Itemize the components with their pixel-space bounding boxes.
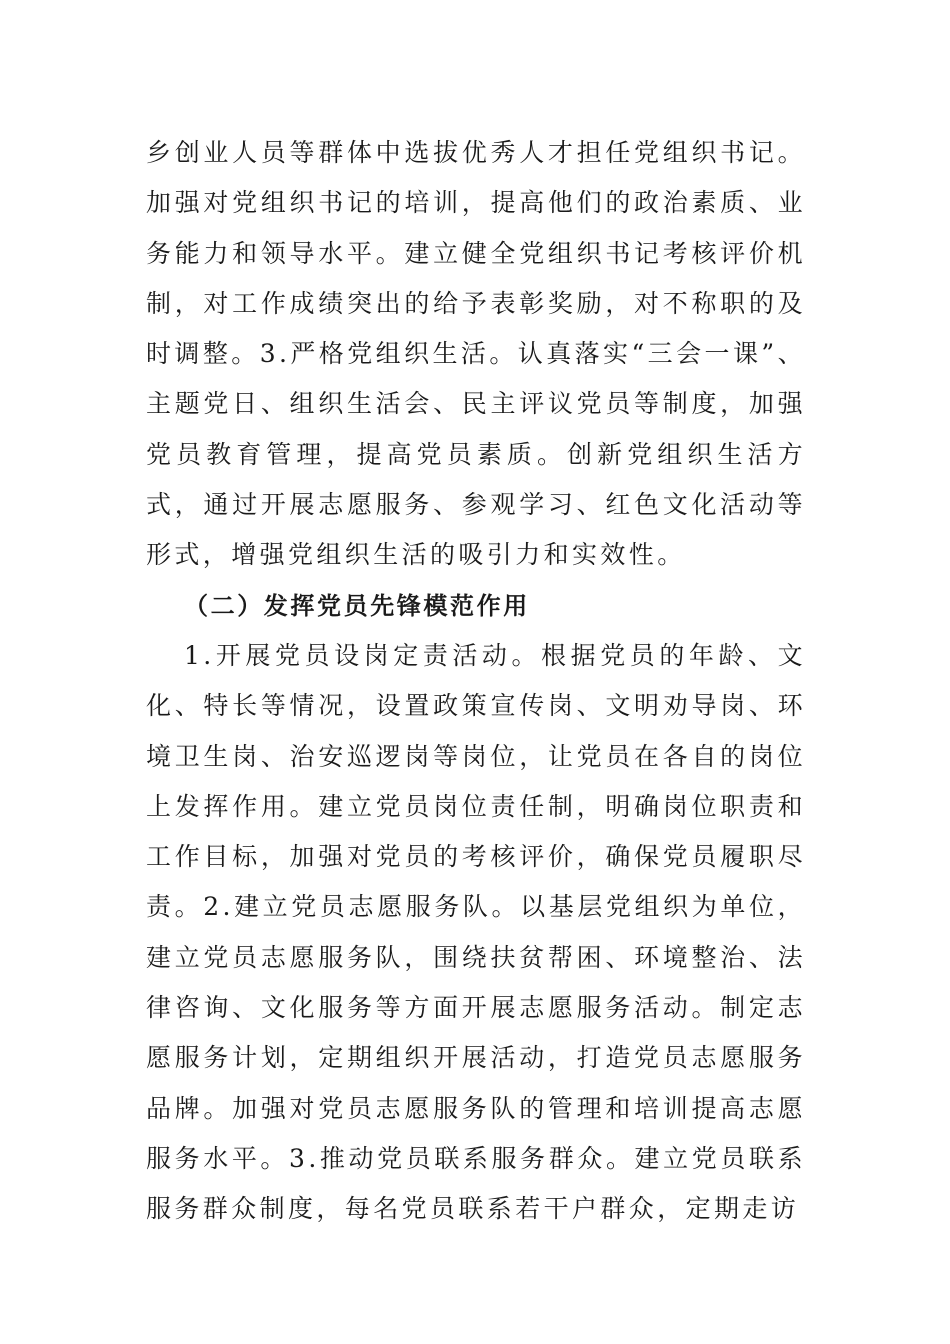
- section-heading: （二）发挥党员先锋模范作用: [184, 591, 530, 620]
- body-paragraph: 1.开展党员设岗定责活动。根据党员的年龄、文化、特长等情况，设置政策宣传岗、文明劝导岗、环境卫生岗、治安巡逻岗等岗位，让党员在各自的岗位上发挥作用。建立党员岗位责任制，明确岗位职责和工作目标，加强对党员的考核评价，确保党员履职尽责。2.建立党员志愿服务队。以基层党组织为单位，建立党员志愿服务队，围绕扶贫帮困、环境整治、法律咨询、文化服务等方面开展志愿服务活动。制定志愿服务计划，定期组织开展活动，打造党员志愿服务品牌。加强对党员志愿服务队的管理和培训提高志愿服务水平。3.推动党员联系服务群众。建立党员联系服务群众制度，每名党员联系若干户群众，定期走访: [146, 640, 806, 1224]
- document-body: [146, 128, 806, 1235]
- body-paragraph-continued: 乡创业人员等群体中选拔优秀人才担任党组织书记。加强对党组织书记的培训，提高他们的政治素质、业务能力和领导水平。建立健全党组织书记考核评价机制，对工作成绩突出的给予表彰奖励，对不称职的及时调整。3.严格党组织生活。认真落实“三会一课”、主题党日、组织生活会、民主评议党员等制度，加强党员教育管理，提高党员素质。创新党组织生活方式，通过开展志愿服务、参观学习、红色文化活动等形式，增强党组织生活的吸引力和实效性。: [146, 138, 806, 570]
